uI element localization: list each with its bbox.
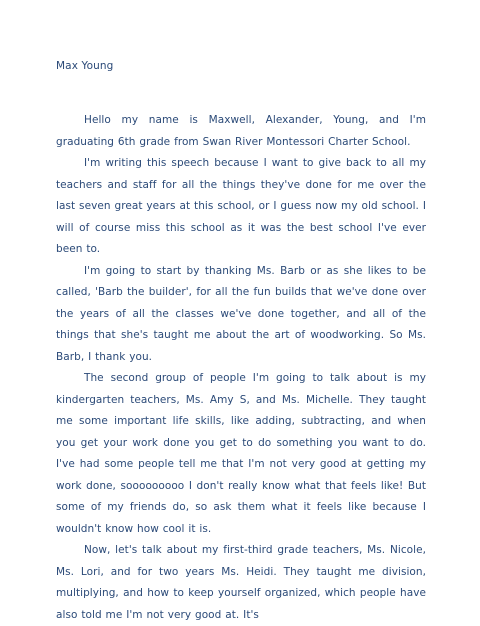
paragraph-intro: Hello my name is Maxwell, Alexander, Young, and I'm graduating 6th grade from Swan River Montessori Charter School. bbox=[56, 114, 426, 148]
paragraph-first-third-grade-teachers: Now, let's talk about my first-third grade teachers, Ms. Nicole, Ms. Lori, and for two years Ms. Heidi. They taught me division, multiplying, and how to keep yourself organized, which people have also told me I'm not very good at. It's bbox=[56, 544, 426, 621]
author-name: Max Young bbox=[56, 60, 114, 72]
paragraph-ms-barb: I'm going to start by thanking Ms. Barb or as she likes to be called, 'Barb the builder', for all the fun builds that we've done over the years of all the classes we've done together, and all of the things that she's taught me about the art of woodworking. So Ms. Barb, I thank you. bbox=[56, 264, 426, 363]
paragraph-purpose: I'm writing this speech because I want to give back to all my teachers and staff for all the things they've done for me over the last seven great years at this school, or I guess now my old school. I will of course miss this school as it was the best school I've ever been to. bbox=[56, 157, 426, 255]
paragraph-kindergarten-teachers: The second group of people I'm going to talk about is my kindergarten teachers, Ms. Amy S, and Ms. Michelle. They taught me some important life skills, like adding, subtracting, and when you get your work done you get to do something you want to do. I've had some people tell me that I'm not very good at getting my work done, sooooooooo I don't really know what that feels like! But some of my friends do, so ask them what it feels like because I wouldn't know how cool it is. bbox=[56, 372, 426, 535]
speech-body bbox=[56, 110, 426, 626]
